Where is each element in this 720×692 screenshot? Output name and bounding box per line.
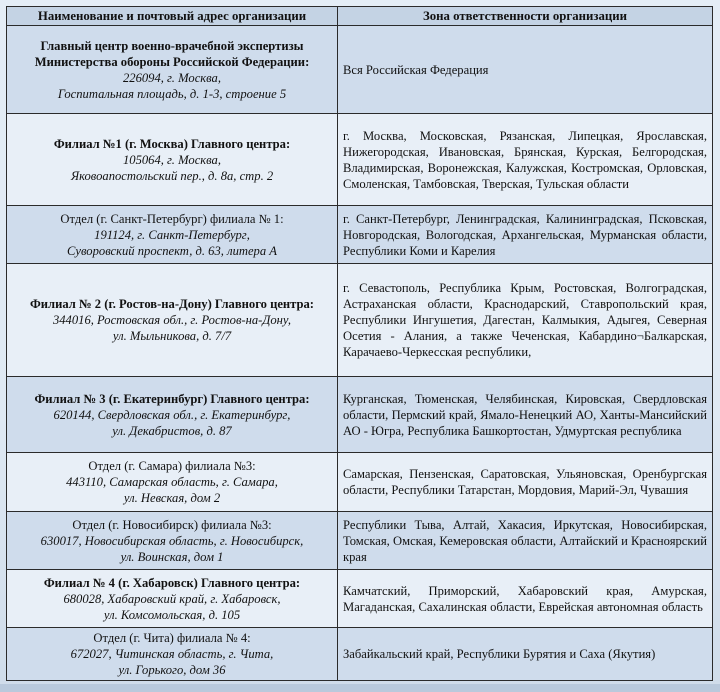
postal-address-line: ул. Комсомольская, д. 105 xyxy=(103,607,241,622)
organization-cell xyxy=(7,570,338,628)
organizations-table xyxy=(6,6,713,681)
postal-address-line: 672027, Читинская область, г. Чита, xyxy=(70,647,274,661)
responsibility-zone-cell: Вся Российская Федерация xyxy=(338,26,713,114)
responsibility-zone-cell: г. Севастополь, Республика Крым, Ростовская, Волгоградская, Астраханская области, Краснодарский, Ставропольский края, Республики Ингушетия, Дагестан, Калмыкия, Адыгея, Северная Осетия - Алания, а также Чеченская, Кабардино¬Балкарская, Карачаево-Черкесская республики, xyxy=(338,264,713,377)
organization-cell xyxy=(7,264,338,377)
table-row xyxy=(7,26,713,114)
postal-address-line: 226094, г. Москва, xyxy=(122,70,222,85)
postal-address-line: ул. Горького, дом 36 xyxy=(118,663,226,677)
postal-address-line: 680028, Хабаровский край, г. Хабаровск, xyxy=(63,591,281,606)
organization-cell xyxy=(7,377,338,453)
organization-name: Филиал № 4 (г. Хабаровск) Главного центра: xyxy=(43,575,301,590)
organization-cell xyxy=(7,206,338,264)
table-row xyxy=(7,114,713,206)
postal-address-line: 105064, г. Москва, xyxy=(122,152,222,167)
responsibility-zone-cell: Забайкальский край, Республики Бурятия и Саха (Якутия) xyxy=(338,628,713,681)
postal-address-line: 191124, г. Санкт-Петербург, xyxy=(94,227,250,242)
responsibility-zone-cell: Камчатский, Приморский, Хабаровский края, Амурская, Магаданская, Сахалинская области, Еврейская автономная область xyxy=(338,570,713,628)
postal-address-line: ул. Декабристов, д. 87 xyxy=(112,423,232,438)
table-row xyxy=(7,453,713,512)
organization-cell xyxy=(7,628,338,681)
table-header-row xyxy=(7,7,713,26)
organization-name: Филиал №1 (г. Москва) Главного центра: xyxy=(53,136,291,151)
responsibility-zone-cell: Курганская, Тюменская, Челябинская, Кировская, Свердловская области, Пермский край, Ямало-Ненецкий АО, Ханты-Мансийский АО - Югра, Республика Башкортостан, Удмуртская республика xyxy=(338,377,713,453)
postal-address-line: ул. Мыльникова, д. 7/7 xyxy=(112,329,232,343)
responsibility-zone-cell: Самарская, Пензенская, Саратовская, Ульяновская, Оренбургская области, Республики Татарстан, Мордовия, Марий-Эл, Чувашия xyxy=(338,453,713,512)
organization-cell xyxy=(7,453,338,512)
organization-cell xyxy=(7,512,338,570)
organization-name: Филиал № 3 (г. Екатеринбург) Главного центра: xyxy=(34,391,310,406)
header-organization: Наименование и почтовый адрес организации xyxy=(7,7,338,26)
responsibility-zone-cell: г. Москва, Московская, Рязанская, Липецкая, Ярославская, Нижегородская, Ивановская, Брянская, Курская, Белгородская, Владимирская, Воронежская, Калужская, Костромская, Орловская, Смоленская, Тамбовская, Тверская, Тульская области xyxy=(338,114,713,206)
postal-address-line: 630017, Новосибирская область, г. Новосибирск, xyxy=(40,533,304,548)
postal-address-line: Суворовский проспект, д. 63, литера А xyxy=(67,243,277,258)
bottom-band xyxy=(0,684,720,692)
table-row xyxy=(7,512,713,570)
table-body xyxy=(7,26,713,681)
postal-address-line: ул. Невская, дом 2 xyxy=(123,491,221,505)
header-zone: Зона ответственности организации xyxy=(338,7,713,26)
responsibility-zone-cell: Республики Тыва, Алтай, Хакасия, Иркутская, Новосибирская, Томская, Омская, Кемеровская области, Алтайский и Красноярский края xyxy=(338,512,713,570)
organization-name: Отдел (г. Чита) филиала № 4: xyxy=(93,631,251,645)
organization-name: Отдел (г. Самара) филиала №3: xyxy=(88,459,256,473)
organization-name: Отдел (г. Санкт-Петербург) филиала № 1: xyxy=(60,211,284,226)
organization-cell xyxy=(7,26,338,114)
postal-address-line: 443110, Самарская область, г. Самара, xyxy=(66,475,278,489)
postal-address-line: ул. Воинская, дом 1 xyxy=(120,549,224,564)
table-row xyxy=(7,628,713,681)
postal-address-line: Яковоапостольский пер., д. 8а, стр. 2 xyxy=(70,168,274,183)
organization-name: Главный центр военно-врачебной экспертизы Министерства обороны Российской Федерации: xyxy=(34,38,310,69)
organization-cell xyxy=(7,114,338,206)
postal-address-line: 344016, Ростовская обл., г. Ростов-на-Дону, xyxy=(52,313,292,327)
organization-name: Филиал № 2 (г. Ростов-на-Дону) Главного центра: xyxy=(29,297,314,311)
postal-address-line: 620144, Свердловская обл., г. Екатеринбург, xyxy=(53,407,291,422)
organization-name: Отдел (г. Новосибирск) филиала №3: xyxy=(72,517,272,532)
postal-address-line: Госпитальная площадь, д. 1-3, строение 5 xyxy=(57,86,287,101)
table-row xyxy=(7,377,713,453)
responsibility-zone-cell: г. Санкт-Петербург, Ленинградская, Калининградская, Псковская, Новгородская, Вологодская, Архангельская, Мурманская области, Республики Коми и Карелия xyxy=(338,206,713,264)
table-row xyxy=(7,206,713,264)
table-row xyxy=(7,570,713,628)
table-row xyxy=(7,264,713,377)
